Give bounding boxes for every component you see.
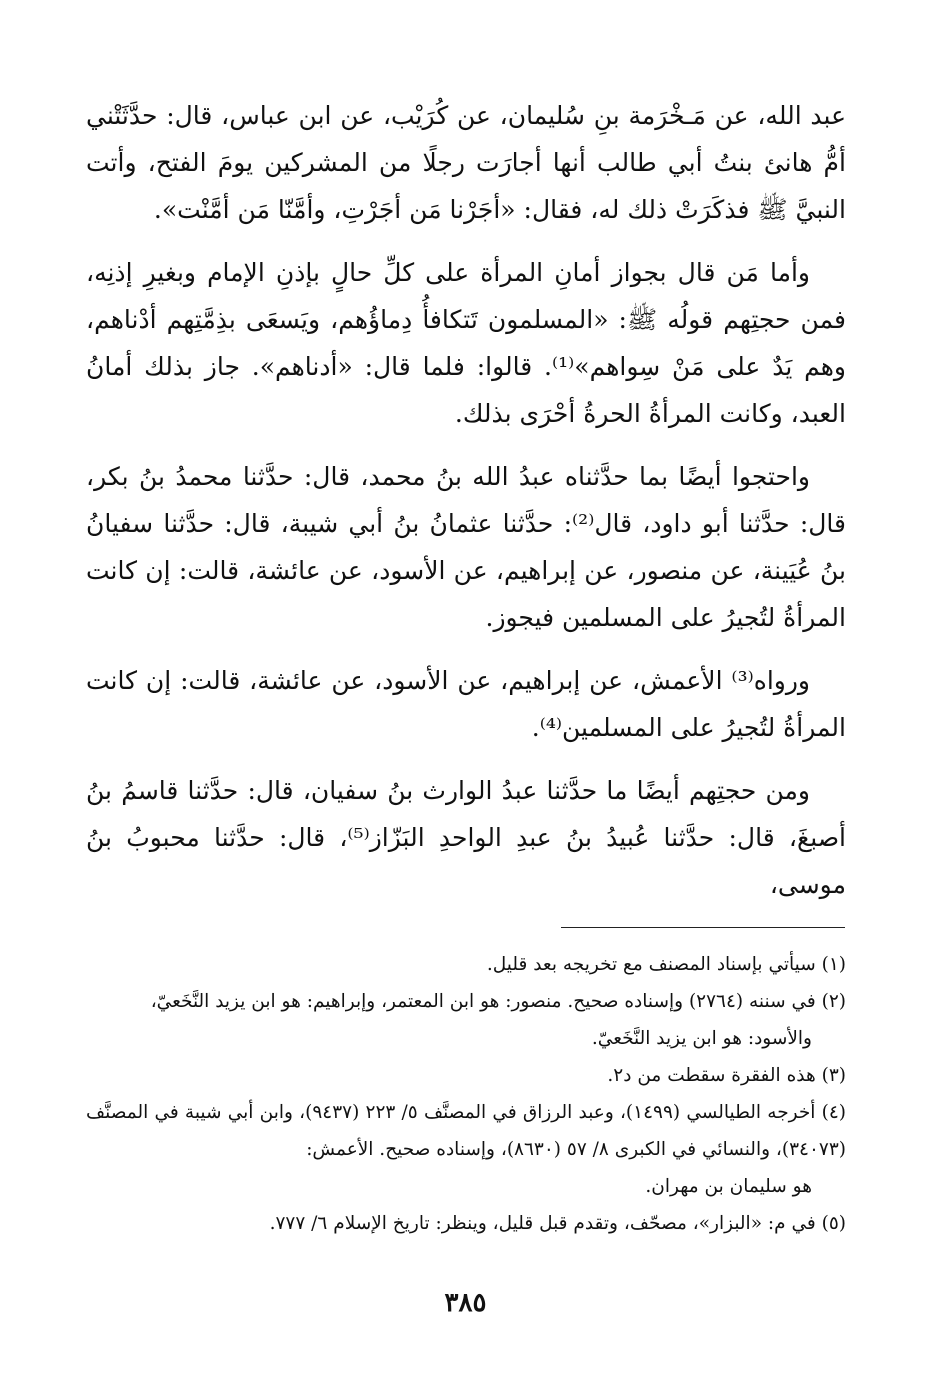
footnote-number: (٣) [821,1065,846,1086]
footnote-number: (١) [821,954,846,975]
footnote-5 [86,1205,846,1242]
footnote-4 [86,1094,846,1205]
footnote-3 [86,1057,846,1094]
page-number: ٣٨٥ [444,1288,487,1318]
footnote-text: أخرجه الطيالسي (١٤٩٩)، وعبد الرزاق في المصنَّف ٥/ ٢٢٣ (٩٤٣٧)، وابن أبي شيبة في المصنَّف (٣٤٠٧٣)، والنسائي في الكبرى ٨/ ٥٧ (٨٦٣٠)، وإسناده صحيح. الأعمش: [86,1102,846,1160]
footnote-text: سيأتي بإسناد المصنف مع تخريجه بعد قليل. [486,954,816,975]
footnote-1 [86,946,846,983]
footnote-number: (٤) [821,1102,847,1123]
paragraph-4: ورواه⁽³⁾ الأعمش، عن إبراهيم، عن الأسود، عن عائشة، قالت: إن كانت المرأةُ لتُجيرُ على المسلمين⁽⁴⁾. [86,666,846,742]
footnote-number: (٢) [821,991,846,1012]
paragraph-3: واحتجوا أيضًا بما حدَّثناه عبدُ الله بنُ محمد، قال: حدَّثنا محمدُ بنُ بكر، قال: حدَّثنا أبو داود، قال⁽²⁾: حدَّثنا عثمانُ بنُ أبي شيبة، قال: حدَّثنا سفيانُ بنُ عُيَينة، عن منصور، عن إبراهيم، عن الأسود، عن عائشة، قالت: إن كانت المرأةُ لتُجيرُ على المسلمين فيجوز. [86,462,846,632]
footnote-continuation: والأسود: هو ابن يزيد النَّخَعيّ. [591,1028,812,1049]
footnote-2 [86,983,846,1057]
paragraph-1: عبد الله، عن مَـخْرَمة بنِ سُليمان، عن كُرَيْب، عن ابن عباس، قال: حدَّثَتْني أمُّ هانئ بنتُ أبي طالب أنها أجارَت رجلًا من المشركين يومَ الفتح، وأتت النبيَّ ﷺ فذكَرَتْ ذلك له، فقال: «أجَرْنا مَن أجَرْتِ، وأمَّنّا مَن أمَّنْت». [86,101,846,224]
footnote-number: (٥) [821,1213,846,1234]
paragraph-5: ومن حجتِهم أيضًا ما حدَّثنا عبدُ الوارث بنُ سفيان، قال: حدَّثنا قاسمُ بنُ أصبغَ، قال: حدَّثنا عُبيدُ بنُ عبدِ الواحدِ البَزّاز⁽⁵⁾، قال: حدَّثنا محبوبُ بنُ موسى، [86,776,846,899]
paragraph-2: وأما مَن قال بجواز أمانِ المرأة على كلِّ حالٍ بإذنِ الإمام وبغيرِ إذنِه، فمن حجتِهم قولُه ﷺ: «المسلمون تَتكافأُ دِماؤُهم، ويَسعَى بذِمَّتِهم أدْناهم، وهم يَدٌ على مَنْ سِواهم»⁽¹⁾. قالوا: فلما قال: «أدناهم». جاز بذلك أمانُ العبد، وكانت المرأةُ الحرةُ أحْرَى بذلك. [86,258,847,428]
footnotes [86,946,846,1242]
main-text [86,92,846,924]
footnote-text: هذه الفقرة سقطت من د٢. [607,1065,816,1086]
footnote-text: في م: «البزار»، مصحّف، وتقدم قبل قليل، وينظر: تاريخ الإسلام ٦/ ٧٧٧. [269,1213,816,1234]
footnote-text: في سننه (٢٧٦٤) وإسناده صحيح. منصور: هو ابن المعتمر، وإبراهيم: هو ابن يزيد النَّخَعيّ، [150,991,816,1012]
footnote-divider [561,927,845,928]
footnote-continuation: هو سليمان بن مهران. [645,1176,812,1197]
